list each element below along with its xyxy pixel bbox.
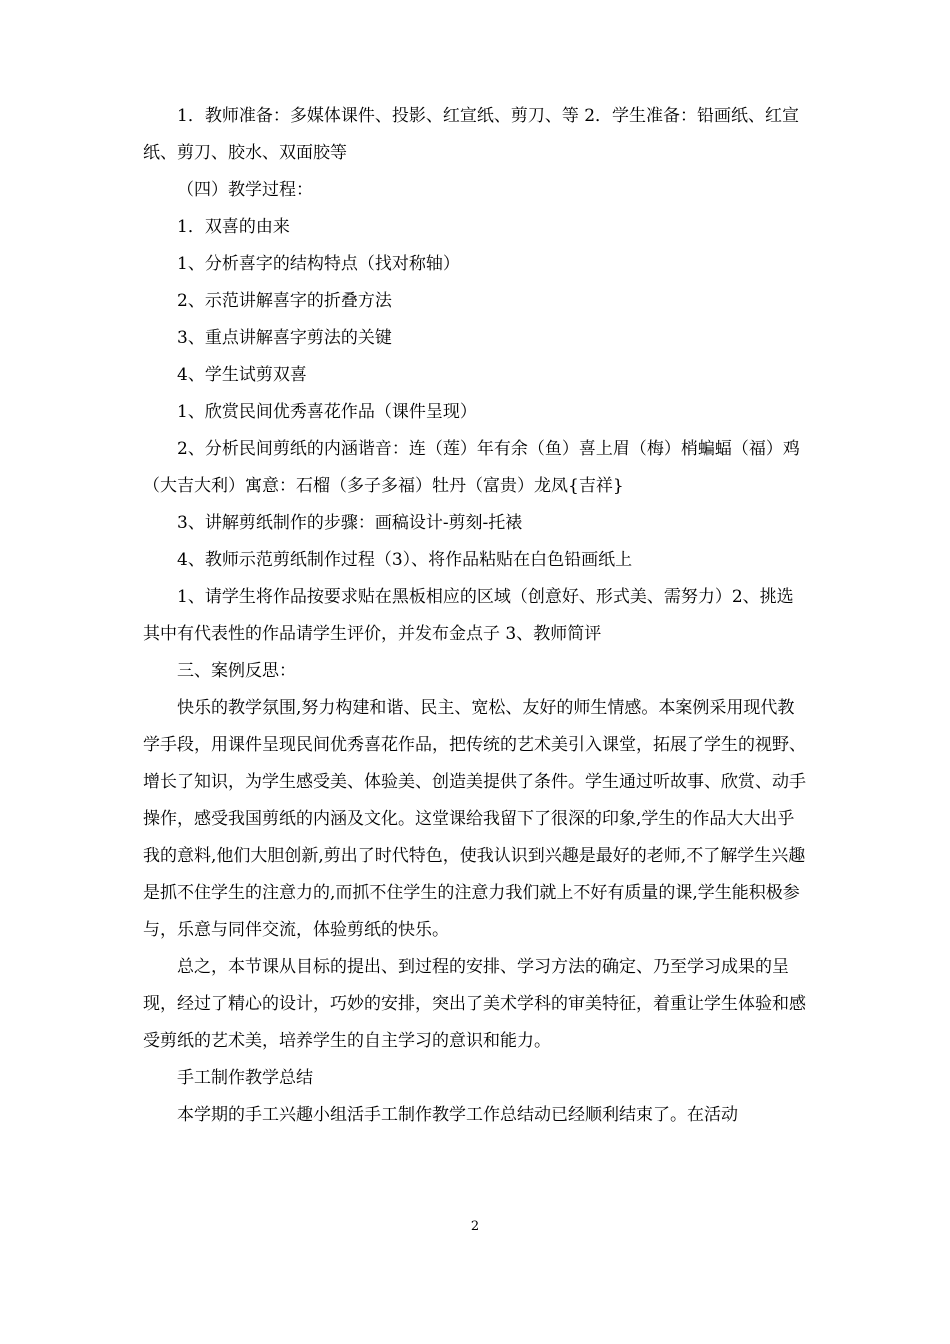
paragraph-reflection: 快乐的教学氛围,努力构建和谐、民主、宽松、友好的师生情感。本案例采用现代教学手段，用课件呈现民间优秀喜花作品，把传统的艺术美引入课堂，拓展了学生的视野、增长了知识，为学生感受美、体验美、创造美提供了条件。学生通过听故事、欣赏、动手操作，感受我国剪纸的内涵及文化。这堂课给我留下了很深的印象,学生的作品大大出乎我的意料,他们大胆创新,剪出了时代特色，使我认识到兴趣是最好的老师,不了解学生兴趣是抓不住学生的注意力的,而抓不住学生的注意力我们就上不好有质量的课,学生能积极参与，乐意与同伴交流，体验剪纸的快乐。 (143, 698, 806, 940)
paragraph-step-origin: 1．双喜的由来 (177, 217, 290, 237)
paragraph-step-1a: 1、分析喜字的结构特点（找对称轴） (177, 254, 460, 274)
paragraph-section-heading-process: （四）教学过程： (177, 180, 313, 200)
paragraph-section-heading-reflection: 三、案例反思： (177, 661, 296, 681)
paragraph-summary: 总之，本节课从目标的提出、到过程的安排、学习方法的确定、乃至学习成果的呈现，经过了精心的设计，巧妙的安排，突出了美术学科的审美特征，着重让学生体验和感受剪纸的艺术美，培养学生的自主学习的意识和能力。 (143, 957, 806, 1051)
paragraph-handcraft-intro: 本学期的手工兴趣小组活手工制作教学工作总结动已经顺利结束了。在活动 (177, 1105, 738, 1125)
paragraph-materials: 1．教师准备：多媒体课件、投影、红宣纸、剪刀、等 2．学生准备：铅画纸、红宣纸、剪刀、胶水、双面胶等 (143, 106, 800, 163)
paragraph-title-handcraft-summary: 手工制作教学总结 (177, 1068, 313, 1088)
paragraph-step-4a: 4、学生试剪双喜 (177, 365, 307, 385)
paragraph-step-2a: 2、示范讲解喜字的折叠方法 (177, 291, 392, 311)
paragraph-step-4b: 4、教师示范剪纸制作过程（3）、将作品粘贴在白色铅画纸上 (177, 550, 633, 570)
paragraph-step-1b: 1、欣赏民间优秀喜花作品（课件呈现） (177, 402, 477, 422)
document-body (143, 98, 808, 1134)
paragraph-step-2b: 2、分析民间剪纸的内涵谐音：连（莲）年有余（鱼）喜上眉（梅）梢蝙蝠（福）鸡（大吉大利）寓意：石榴（多子多福）牡丹（富贵）龙凤{吉祥} (143, 439, 800, 496)
paragraph-step-3b: 3、讲解剪纸制作的步骤：画稿设计-剪刻-托裱 (177, 513, 523, 533)
page-number: 2 (470, 1219, 480, 1234)
paragraph-step-3a: 3、重点讲解喜字剪法的关键 (177, 328, 392, 348)
paragraph-step-evaluation: 1、请学生将作品按要求贴在黑板相应的区域（创意好、形式美、需努力）2、挑选其中有代表性的作品请学生评价，并发布金点子 3、教师简评 (143, 587, 794, 644)
